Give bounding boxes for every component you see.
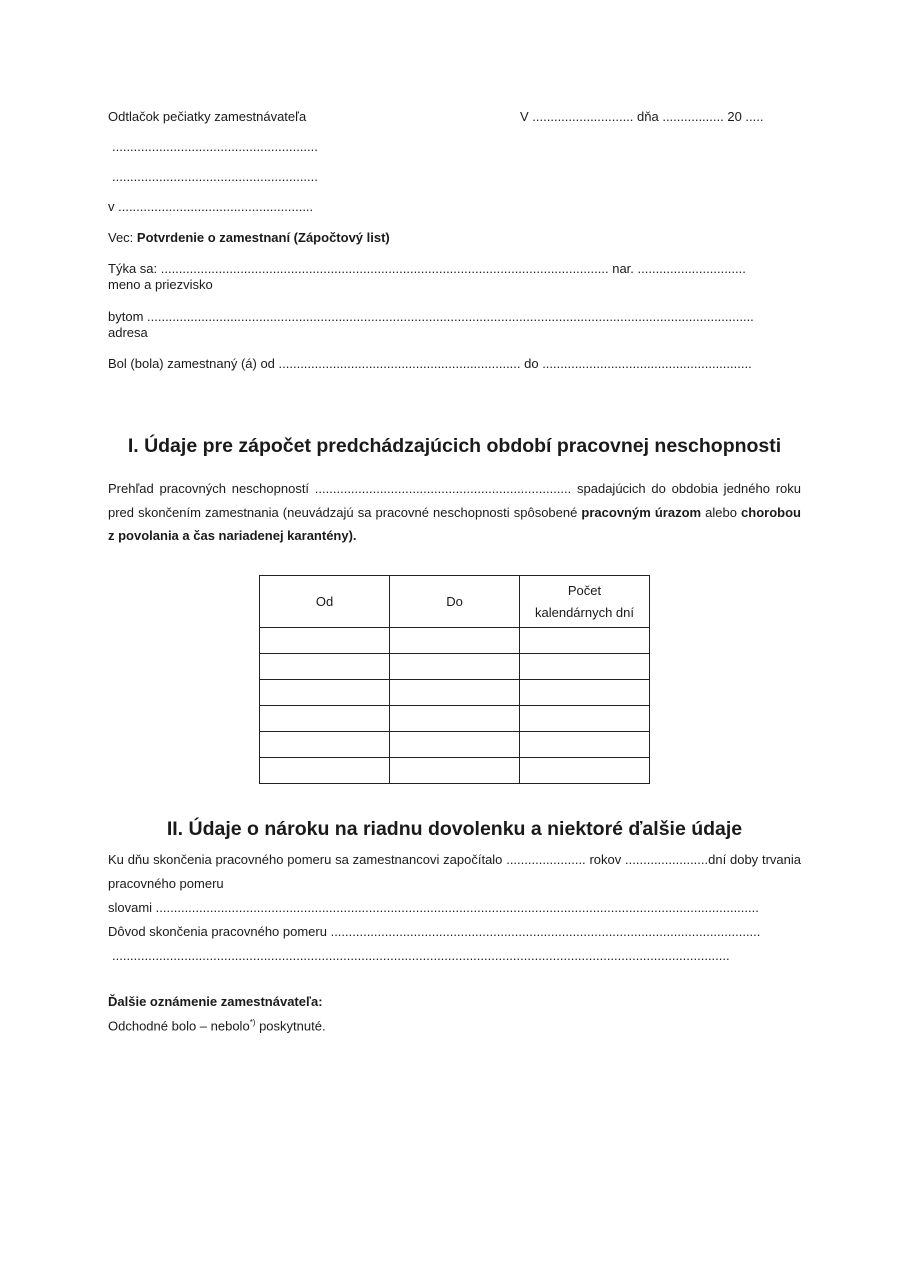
col-days <box>520 576 650 628</box>
table-cell[interactable] <box>520 654 650 680</box>
table-row <box>260 706 650 732</box>
table-cell[interactable] <box>390 706 520 732</box>
employer-stamp-label: Odtlačok pečiatky zamestnávateľa <box>108 109 307 124</box>
place-date-field[interactable]: V ............................ dňa ................. 20 ..... <box>520 109 764 124</box>
table-cell[interactable] <box>390 680 520 706</box>
words-field[interactable]: slovami ....................................................................................................................................................................... <box>108 900 759 915</box>
stamp-line-3[interactable]: v ...................................................... <box>108 199 314 214</box>
table-cell[interactable] <box>520 732 650 758</box>
table-cell[interactable] <box>260 654 390 680</box>
table-cell[interactable] <box>520 706 650 732</box>
name-caption: meno a priezvisko <box>108 277 213 292</box>
footnote-mark: *) <box>249 1018 256 1027</box>
col-days-line2: kalendárnych dní <box>534 604 634 620</box>
section-1-text-b: pracovným úrazom <box>581 504 702 520</box>
address-field[interactable]: bytom ........................................................................................................................................................................ <box>108 309 754 324</box>
table-cell[interactable] <box>260 706 390 732</box>
table-cell[interactable] <box>390 654 520 680</box>
subject-prefix: Vec: <box>108 230 137 245</box>
severance-text-b: poskytnuté. <box>255 1018 326 1034</box>
table-row <box>260 628 650 654</box>
section-1-text-a: Prehľad pracovných neschopností ....................................................................... spadajúcich do obdobia jedného roku pred skončením zamestnania (neuvádzajú sa pracovné neschopnosti spôsobené <box>108 481 801 520</box>
counted-years-field[interactable]: Ku dňu skončenia pracovného pomeru sa zamestnancovi započítalo ...................... rokov .......................dní doby trvania pracovného pomeru <box>108 852 801 891</box>
additional-notice-heading: Ďalšie oznámenie zamestnávateľa: <box>108 994 323 1009</box>
employment-period-field[interactable]: Bol (bola) zamestnaný (á) od ................................................................... do .......................................................... <box>108 356 752 371</box>
table-cell[interactable] <box>260 680 390 706</box>
table-row <box>260 758 650 784</box>
document-title: Potvrdenie o zamestnaní (Zápočtový list) <box>136 230 390 245</box>
table-row <box>260 732 650 758</box>
table-cell[interactable] <box>260 758 390 784</box>
col-from: Od <box>260 576 390 628</box>
section-1-text <box>108 477 801 548</box>
incapacity-table <box>259 575 650 784</box>
section-2-heading: II. Údaje o nároku na riadnu dovolenku a niektoré ďalšie údaje <box>166 818 743 840</box>
table-cell[interactable] <box>520 758 650 784</box>
table-cell[interactable] <box>390 758 520 784</box>
section-1-text-c: alebo <box>701 504 742 520</box>
table-cell[interactable] <box>520 680 650 706</box>
section-1-text-d: chorobou z povolania a čas nariadenej karantény). <box>108 504 801 543</box>
table-cell[interactable] <box>390 732 520 758</box>
table-row <box>260 680 650 706</box>
table-row <box>260 654 650 680</box>
section-1-heading: I. Údaje pre zápočet predchádzajúcich období pracovnej neschopnosti <box>127 435 782 457</box>
table-header-row <box>260 576 650 628</box>
subject-line <box>108 230 390 245</box>
table-cell[interactable] <box>260 732 390 758</box>
severance-line <box>108 1018 326 1033</box>
stamp-line-2[interactable]: ......................................................... <box>112 169 318 184</box>
concerns-field[interactable]: Týka sa: ............................................................................................................................ nar. .............................. <box>108 261 746 276</box>
severance-text-a: Odchodné bolo – nebolo <box>108 1018 250 1034</box>
stamp-line-1[interactable]: ......................................................... <box>112 139 318 154</box>
address-caption: adresa <box>108 325 148 340</box>
col-days-line1: Počet <box>567 582 602 598</box>
table-cell[interactable] <box>390 628 520 654</box>
col-to: Do <box>390 576 520 628</box>
table-cell[interactable] <box>520 628 650 654</box>
termination-reason-extra-field[interactable]: ........................................................................................................................................................................... <box>112 948 730 963</box>
table-cell[interactable] <box>260 628 390 654</box>
termination-reason-field[interactable]: Dôvod skončenia pracovného pomeru ....................................................................................................................... <box>108 924 761 939</box>
